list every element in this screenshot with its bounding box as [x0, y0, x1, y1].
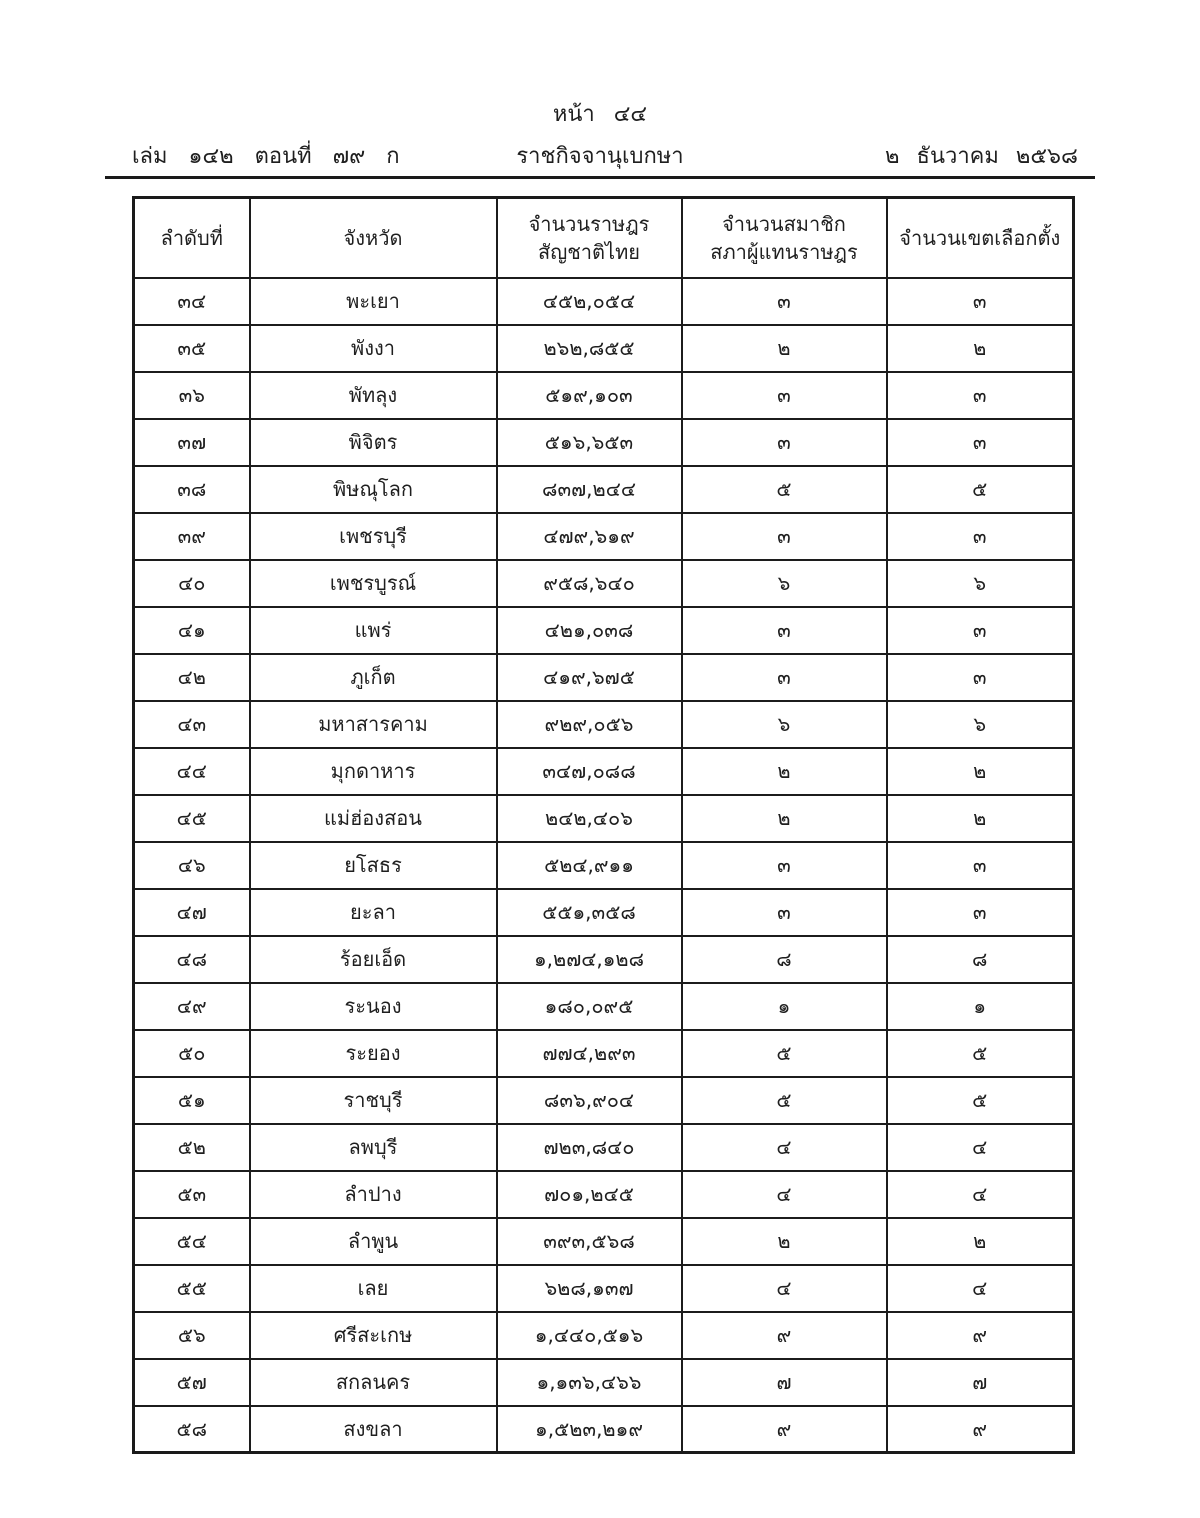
cell-population: ๗๗๔,๒๙๓ [497, 1030, 682, 1077]
cell-province: ยะลา [250, 889, 497, 936]
cell-mps: ๔ [682, 1171, 887, 1218]
cell-mps: ๔ [682, 1265, 887, 1312]
cell-districts: ๕ [887, 466, 1074, 513]
cell-no: ๓๖ [134, 372, 250, 419]
cell-mps: ๓ [682, 513, 887, 560]
table-row [134, 607, 1074, 654]
cell-mps: ๖ [682, 560, 887, 607]
cell-province: ลพบุรี [250, 1124, 497, 1171]
cell-no: ๔๕ [134, 795, 250, 842]
cell-districts: ๓ [887, 278, 1074, 325]
cell-population: ๗๒๓,๘๔๐ [497, 1124, 682, 1171]
cell-population: ๑,๒๗๔,๑๒๘ [497, 936, 682, 983]
cell-no: ๓๙ [134, 513, 250, 560]
masthead-rule [105, 176, 1095, 179]
table-row [134, 513, 1074, 560]
cell-mps: ๓ [682, 607, 887, 654]
cell-no: ๔๒ [134, 654, 250, 701]
cell-mps: ๓ [682, 278, 887, 325]
table-row [134, 1171, 1074, 1218]
cell-districts: ๓ [887, 419, 1074, 466]
table-row [134, 372, 1074, 419]
cell-districts: ๕ [887, 1030, 1074, 1077]
cell-districts: ๔ [887, 1124, 1074, 1171]
table-row [134, 325, 1074, 372]
cell-no: ๕๓ [134, 1171, 250, 1218]
cell-districts: ๖ [887, 701, 1074, 748]
cell-districts: ๒ [887, 795, 1074, 842]
cell-province: พังงา [250, 325, 497, 372]
cell-mps: ๖ [682, 701, 887, 748]
table-row [134, 419, 1074, 466]
table-row [134, 748, 1074, 795]
cell-province: มหาสารคาม [250, 701, 497, 748]
cell-districts: ๗ [887, 1359, 1074, 1406]
cell-no: ๕๐ [134, 1030, 250, 1077]
cell-districts: ๑ [887, 983, 1074, 1030]
cell-population: ๑,๑๓๖,๔๖๖ [497, 1359, 682, 1406]
cell-mps: ๘ [682, 936, 887, 983]
cell-no: ๔๘ [134, 936, 250, 983]
cell-districts: ๒ [887, 325, 1074, 372]
cell-mps: ๕ [682, 1077, 887, 1124]
cell-province: ลำปาง [250, 1171, 497, 1218]
cell-population: ๑๘๐,๐๙๕ [497, 983, 682, 1030]
cell-province: ระยอง [250, 1030, 497, 1077]
cell-districts: ๓ [887, 654, 1074, 701]
cell-no: ๕๒ [134, 1124, 250, 1171]
cell-mps: ๕ [682, 466, 887, 513]
cell-districts: ๓ [887, 607, 1074, 654]
cell-mps: ๒ [682, 1218, 887, 1265]
cell-no: ๕๑ [134, 1077, 250, 1124]
cell-districts: ๙ [887, 1312, 1074, 1359]
cell-population: ๙๕๘,๖๔๐ [497, 560, 682, 607]
cell-mps: ๓ [682, 889, 887, 936]
publication-date: ๒ ธันวาคม ๒๕๖๘ [885, 144, 1078, 169]
cell-province: สงขลา [250, 1406, 497, 1453]
cell-population: ๘๓๖,๙๐๔ [497, 1077, 682, 1124]
cell-no: ๔๑ [134, 607, 250, 654]
cell-population: ๖๒๘,๑๓๗ [497, 1265, 682, 1312]
cell-population: ๒๔๒,๔๐๖ [497, 795, 682, 842]
table-row [134, 936, 1074, 983]
cell-districts: ๓ [887, 372, 1074, 419]
cell-population: ๑,๕๒๓,๒๑๙ [497, 1406, 682, 1453]
cell-mps: ๓ [682, 654, 887, 701]
cell-no: ๕๔ [134, 1218, 250, 1265]
cell-province: สกลนคร [250, 1359, 497, 1406]
cell-districts: ๓ [887, 842, 1074, 889]
column-header-2: จังหวัด [250, 198, 497, 278]
table-row [134, 560, 1074, 607]
table-row [134, 1359, 1074, 1406]
cell-no: ๕๘ [134, 1406, 250, 1453]
cell-no: ๓๔ [134, 278, 250, 325]
cell-districts: ๒ [887, 1218, 1074, 1265]
table-row [134, 1124, 1074, 1171]
cell-province: ศรีสะเกษ [250, 1312, 497, 1359]
table-head-row [134, 198, 1074, 278]
cell-mps: ๗ [682, 1359, 887, 1406]
cell-province: เลย [250, 1265, 497, 1312]
table-row [134, 701, 1074, 748]
cell-no: ๓๕ [134, 325, 250, 372]
table-row [134, 466, 1074, 513]
table-row [134, 1406, 1074, 1453]
cell-population: ๔๕๒,๐๕๔ [497, 278, 682, 325]
cell-no: ๕๕ [134, 1265, 250, 1312]
cell-province: พิษณุโลก [250, 466, 497, 513]
table-row [134, 795, 1074, 842]
table-row [134, 1312, 1074, 1359]
cell-mps: ๙ [682, 1406, 887, 1453]
cell-province: แพร่ [250, 607, 497, 654]
cell-no: ๓๗ [134, 419, 250, 466]
cell-mps: ๒ [682, 795, 887, 842]
cell-population: ๔๒๑,๐๓๘ [497, 607, 682, 654]
cell-population: ๔๑๙,๖๗๕ [497, 654, 682, 701]
cell-mps: ๕ [682, 1030, 887, 1077]
cell-mps: ๔ [682, 1124, 887, 1171]
cell-province: เพชรบุรี [250, 513, 497, 560]
table-head [134, 198, 1074, 278]
cell-no: ๔๙ [134, 983, 250, 1030]
gazette-title: ราชกิจจานุเบกษา [516, 144, 684, 169]
province-table [132, 196, 1075, 1454]
cell-no: ๓๘ [134, 466, 250, 513]
cell-population: ๑,๔๔๐,๕๑๖ [497, 1312, 682, 1359]
cell-province: พัทลุง [250, 372, 497, 419]
column-header-4: จำนวนสมาชิก สภาผู้แทนราษฎร [682, 198, 887, 278]
table-row [134, 889, 1074, 936]
cell-province: ยโสธร [250, 842, 497, 889]
cell-province: เพชรบูรณ์ [250, 560, 497, 607]
cell-districts: ๖ [887, 560, 1074, 607]
cell-districts: ๓ [887, 513, 1074, 560]
cell-population: ๘๓๗,๒๔๔ [497, 466, 682, 513]
table-body [134, 278, 1074, 1453]
cell-population: ๕๑๙,๑๐๓ [497, 372, 682, 419]
cell-population: ๓๙๓,๕๖๘ [497, 1218, 682, 1265]
cell-population: ๙๒๙,๐๕๖ [497, 701, 682, 748]
cell-province: มุกดาหาร [250, 748, 497, 795]
cell-population: ๕๒๔,๙๑๑ [497, 842, 682, 889]
table-row [134, 1030, 1074, 1077]
cell-population: ๗๐๑,๒๔๕ [497, 1171, 682, 1218]
table-row [134, 654, 1074, 701]
cell-no: ๔๐ [134, 560, 250, 607]
cell-population: ๒๖๒,๘๕๕ [497, 325, 682, 372]
column-header-3: จำนวนราษฎร สัญชาติไทย [497, 198, 682, 278]
cell-mps: ๓ [682, 842, 887, 889]
cell-population: ๕๑๖,๖๕๓ [497, 419, 682, 466]
cell-province: ร้อยเอ็ด [250, 936, 497, 983]
masthead [108, 138, 1092, 172]
table-row [134, 983, 1074, 1030]
table-row [134, 278, 1074, 325]
table-row [134, 1218, 1074, 1265]
cell-districts: ๕ [887, 1077, 1074, 1124]
table-row [134, 1077, 1074, 1124]
column-header-5: จำนวนเขตเลือกตั้ง [887, 198, 1074, 278]
page-number-label: หน้า ๔๔ [552, 102, 648, 127]
cell-districts: ๙ [887, 1406, 1074, 1453]
cell-mps: ๒ [682, 325, 887, 372]
cell-province: ภูเก็ต [250, 654, 497, 701]
cell-no: ๔๓ [134, 701, 250, 748]
column-header-1: ลำดับที่ [134, 198, 250, 278]
cell-districts: ๒ [887, 748, 1074, 795]
cell-province: พะเยา [250, 278, 497, 325]
cell-no: ๔๔ [134, 748, 250, 795]
cell-no: ๕๗ [134, 1359, 250, 1406]
table-row [134, 1265, 1074, 1312]
cell-province: ลำพูน [250, 1218, 497, 1265]
cell-districts: ๓ [887, 889, 1074, 936]
cell-province: ราชบุรี [250, 1077, 497, 1124]
cell-mps: ๓ [682, 372, 887, 419]
cell-districts: ๔ [887, 1265, 1074, 1312]
cell-no: ๔๖ [134, 842, 250, 889]
cell-mps: ๙ [682, 1312, 887, 1359]
cell-mps: ๓ [682, 419, 887, 466]
cell-population: ๓๔๗,๐๘๘ [497, 748, 682, 795]
cell-mps: ๑ [682, 983, 887, 1030]
cell-no: ๔๗ [134, 889, 250, 936]
cell-population: ๔๗๙,๖๑๙ [497, 513, 682, 560]
cell-province: ระนอง [250, 983, 497, 1030]
cell-population: ๕๕๑,๓๕๘ [497, 889, 682, 936]
cell-districts: ๘ [887, 936, 1074, 983]
cell-mps: ๒ [682, 748, 887, 795]
volume-part-label: เล่ม ๑๔๒ ตอนที่ ๗๙ ก [132, 144, 400, 169]
cell-no: ๕๖ [134, 1312, 250, 1359]
table-row [134, 842, 1074, 889]
cell-districts: ๔ [887, 1171, 1074, 1218]
cell-province: แม่ฮ่องสอน [250, 795, 497, 842]
cell-province: พิจิตร [250, 419, 497, 466]
